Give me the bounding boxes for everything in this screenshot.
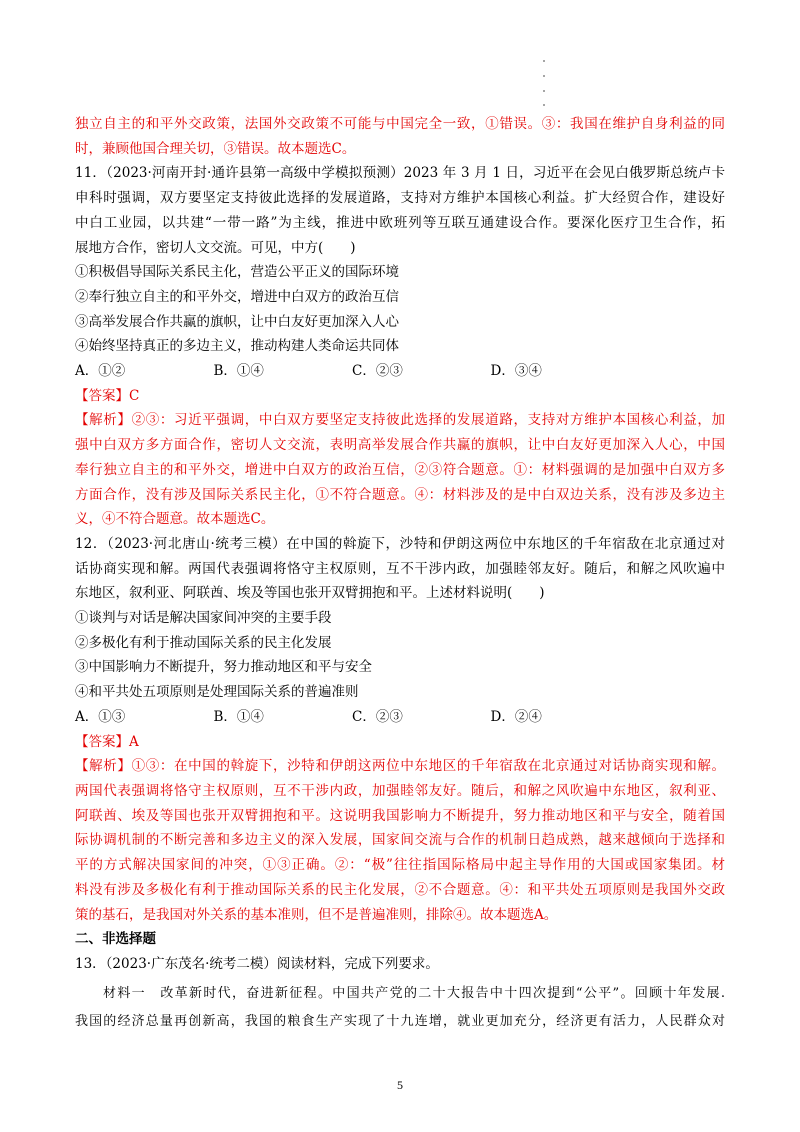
q12-stem-line: 12．（2023·河北唐山·统考三模）在中国的斡旋下，沙特和伊朗这两位中东地区的千年宿敌在北京通过对 [75, 535, 725, 552]
page-number: 5 [397, 1078, 403, 1092]
prev-analysis-line: 独立自主的和平外交政策，法国外交政策不可能与中国完全一致，①错误。③：我国在维护自身利益的同 [75, 116, 725, 132]
q11-option: ③高举发展合作共赢的旗帜，让中白友好更加深入人心 [75, 313, 399, 330]
q12-stem-line: 话协商实现和解。两国代表强调将恪守主权原则，互不干涉内政，加强睦邻友好。随后，和解之风吹遍中 [75, 560, 725, 577]
section-heading: 二、非选择题 [75, 931, 156, 948]
q12-analysis-line: 平的方式解决国家间的冲突，①③正确。②：“极”往往指国际格局中起主导作用的大国或国家集团。材 [75, 857, 725, 874]
q12-choice-c: C．②③ [352, 708, 403, 725]
q11-stem-line: 展地方合作，密切人文交流。可见，中方( ) [75, 239, 356, 256]
margin-dot [543, 104, 545, 106]
q11-option: ④始终坚持真正的多边主义，推动构建人类命运共同体 [75, 338, 399, 355]
q12-analysis-line: 料没有涉及多极化有利于推动国际关系的民主化发展，②不合题意。④：和平共处五项原则是我国外交政 [75, 881, 725, 898]
prev-analysis-line: 时，兼顾他国合理关切，③错误。故本题选C。 [75, 140, 356, 157]
q11-option: ②奉行独立自主的和平外交，增进中白双方的政治互信 [75, 288, 399, 305]
q11-choice-b: B．①④ [213, 363, 264, 380]
q12-analysis-line: 阿联酋、埃及等国也张开双臂拥抱和平。这说明我国影响力不断提升，努力推动地区和平与安全，随着国 [75, 807, 725, 824]
margin-dot [543, 60, 545, 62]
q12-answer: 【答案】A [75, 733, 139, 750]
q12-option: ①谈判与对话是解决国家间冲突的主要手段 [75, 610, 332, 627]
q11-analysis-line: 强中白双方多方面合作，密切人文交流，表明高举发展合作共赢的旗帜，让中白友好更加深入人心，中国 [75, 437, 725, 454]
q11-stem-line: 中白工业园，以共建“一带一路”为主线，推进中欧班列等互联互通建设合作。要深化医疗卫生合作，拓 [75, 214, 725, 231]
q12-choice-d: D．②④ [490, 708, 542, 725]
q12-analysis-line: 际协调机制的不断完善和多边主义的深入发展，国家间交流与合作的机制日趋成熟，越来越倾向于选择和 [75, 832, 725, 849]
q11-choices [75, 359, 725, 384]
q12-analysis-line: 策的基石，是我国对外关系的基本准则，但不是普遍准则，排除④。故本题选A。 [75, 906, 558, 923]
q12-option: ②多极化有利于推动国际关系的民主化发展 [75, 634, 332, 651]
q12-choices [75, 705, 725, 730]
question-12 [75, 532, 725, 927]
question-11 [75, 161, 725, 532]
q11-choice-d: D．③④ [490, 363, 542, 380]
q13-material-line: 材料一 改革新时代，奋进新征程。中国共产党的二十大报告中十四次提到“公平”。回顾十年发展. [103, 985, 725, 1001]
q11-answer: 【答案】C [75, 387, 140, 404]
q11-choice-a: A．①② [75, 363, 126, 380]
q13-stem: 13．（2023·广东茂名·统考二模）阅读材料，完成下列要求。 [75, 955, 439, 972]
q11-analysis-line: 奉行独立自主的和平外交，增进中白双方的政治互信，②③符合题意。①：材料强调的是加强中白双方多 [75, 461, 725, 478]
q12-option: ④和平共处五项原则是处理国际关系的普遍准则 [75, 684, 359, 701]
q12-analysis-line: 两国代表强调将恪守主权原则，互不干涉内政，加强睦邻友好。随后，和解之风吹遍中东地区，叙利亚、 [75, 782, 725, 799]
q12-option: ③中国影响力不断提升，努力推动地区和平与安全 [75, 659, 372, 676]
question-13 [75, 952, 725, 1036]
q11-analysis-line: 【解析】②③：习近平强调，中白双方要坚定支持彼此选择的发展道路，支持对方维护本国核心利益，加 [75, 412, 725, 429]
q11-stem-line: 申科时强调，双方要坚定支持彼此选择的发展道路，支持对方维护本国核心利益。扩大经贸合作，建设好 [75, 190, 725, 207]
q12-stem-line: 东地区，叙利亚、阿联酋、埃及等国也张开双臂拥抱和平。上述材料说明( ) [75, 585, 545, 602]
margin-dot [543, 90, 545, 92]
q13-material-line: 我国的经济总量再创新高，我国的粮食生产实现了十九连增，就业更加充分，经济更有活力，人民群众对 [75, 1013, 725, 1029]
q12-choice-b: B．①④ [213, 708, 264, 725]
q13-material [75, 980, 725, 1036]
q12-choice-a: A．①③ [75, 708, 126, 725]
q12-analysis-line: 【解析】①③：在中国的斡旋下，沙特和伊朗这两位中东地区的千年宿敌在北京通过对话协商实现和解。 [75, 758, 725, 775]
margin-dot [543, 75, 545, 77]
q11-analysis-line: 方面合作，没有涉及国际关系民主化，①不符合题意。④：材料涉及的是中白双边关系，没有涉及多边主 [75, 486, 725, 503]
margin-dots [541, 58, 547, 110]
q11-option: ①积极倡导国际关系民主化，营造公平正义的国际环境 [75, 264, 399, 281]
q11-stem-line: 11．（2023·河南开封·通许县第一高级中学模拟预测）2023 年 3 月 1 日，习近平在会见白俄罗斯总统卢卡 [75, 165, 725, 182]
page-content [75, 112, 725, 1036]
q11-analysis-line: 义，④不符合题意。故本题选C。 [75, 511, 275, 528]
q11-choice-c: C．②③ [352, 363, 403, 380]
